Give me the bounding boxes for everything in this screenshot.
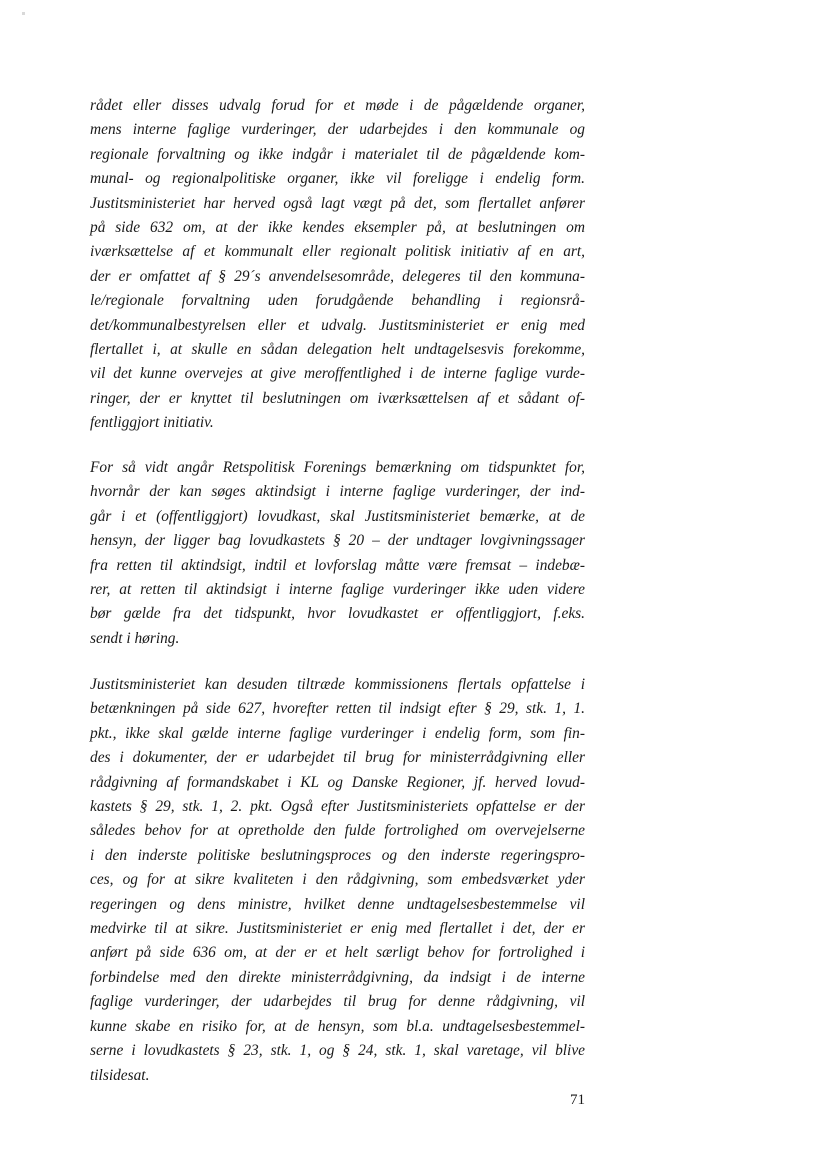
text-line: rer, at retten til aktindsigt i interne faglige vurderinger ikke uden videre: [90, 581, 585, 599]
text-line: rådgivning af formandskabet i KL og Danske Regioner, jf. herved lovud-: [90, 773, 585, 791]
text-line: iværksættelse af et kommunalt eller regionalt politisk initiativ af en art,: [90, 243, 585, 261]
text-line: flertallet i, at skulle en sådan delegation helt undtagelsesvis forekomme,: [90, 341, 585, 359]
text-line: kastets § 29, stk. 1, 2. pkt. Også efter Justitsministeriets opfattelse er der: [90, 798, 585, 816]
text-line: fra retten til aktindsigt, indtil et lovforslag måtte være fremsat – indebæ-: [90, 556, 585, 574]
text-line: regeringen og dens ministre, hvilket denne undtagelsesbestemmelse vil: [90, 895, 585, 913]
text-line: For så vidt angår Retspolitisk Forenings bemærkning om tidspunktet for,: [90, 459, 585, 476]
text-line: regionale forvaltning og ikke indgår i materialet til de pågældende kom-: [90, 145, 585, 163]
text-line: det/kommunalbestyrelsen eller et udvalg. Justitsministeriet er enig med: [90, 316, 585, 334]
text-line: Justitsministeriet kan desuden tiltræde kommissionens flertals opfattelse i: [90, 676, 585, 693]
text-line: bør gælde fra det tidspunkt, hvor lovudkastet er offentliggjort, f.eks.: [90, 605, 585, 623]
text-line: rådet eller disses udvalg forud for et møde i de pågældende organer,: [90, 97, 585, 114]
text-line: hvornår der kan søges aktindsigt i interne faglige vurderinger, der ind-: [90, 483, 585, 501]
text-line: således behov for at opretholde den fulde fortrolighed om overvejelserne: [90, 822, 585, 840]
text-line: fentliggjort initiativ.: [90, 414, 214, 432]
text-line: anført på side 636 om, at der er et helt særligt behov for fortrolighed i: [90, 944, 585, 962]
text-line: går i et (offentliggjort) lovudkast, skal Justitsministeriet bemærke, at de: [90, 507, 585, 525]
text-line: le/regionale forvaltning uden forudgående behandling i regionsrå-: [90, 292, 585, 310]
text-line: medvirke til at sikre. Justitsministeriet er enig med flertallet i det, der er: [90, 920, 585, 938]
text-line: sendt i høring.: [90, 629, 180, 647]
page-number: 71: [570, 1092, 585, 1108]
text-line: pkt., ikke skal gælde interne faglige vurderinger i endelig form, som fin-: [90, 724, 585, 742]
paragraph-1: [90, 94, 585, 436]
text-line: betænkningen på side 627, hvorefter retten til indsigt efter § 29, stk. 1, 1.: [90, 700, 585, 718]
text-line: faglige vurderinger, der udarbejdes til brug for denne rådgivning, vil: [90, 993, 585, 1011]
text-line: mens interne faglige vurderinger, der udarbejdes i den kommunale og: [90, 121, 585, 139]
text-line: der er omfattet af § 29´s anvendelsesområde, delegeres til den kommuna-: [90, 267, 585, 285]
text-line: vil det kunne overvejes at give meroffentlighed i de interne faglige vurde-: [90, 365, 585, 383]
text-line: forbindelse med den direkte ministerrådgivning, da indsigt i de interne: [90, 968, 585, 986]
paragraph-3: [90, 673, 585, 1088]
text-line: hensyn, der ligger bag lovudkastets § 20 – der undtager lovgivningssager: [90, 532, 585, 550]
text-line: ces, og for at sikre kvaliteten i den rådgivning, som embedsværket yder: [90, 871, 585, 889]
text-line: Justitsministeriet har herved også lagt vægt på det, som flertallet anfører: [90, 194, 585, 212]
text-line: ringer, der er knyttet til beslutningen om iværksættelsen af et sådant of-: [90, 389, 585, 407]
text-line: på side 632 om, at der ikke kendes eksempler på, at beslutningen om: [90, 219, 585, 237]
text-line: munal- og regionalpolitiske organer, ikke vil foreligge i endelig form.: [90, 170, 585, 188]
scan-artifact: [22, 12, 25, 15]
text-line: des i dokumenter, der er udarbejdet til brug for ministerrådgivning eller: [90, 749, 585, 767]
paragraph-2: [90, 456, 585, 651]
text-line: serne i lovudkastets § 23, stk. 1, og § 24, stk. 1, skal varetage, vil blive: [90, 1042, 585, 1060]
text-line: i den inderste politiske beslutningsproces og den inderste regeringspro-: [90, 846, 585, 864]
text-line: kunne skabe en risiko for, at de hensyn, som bl.a. undtagelsesbestemmel-: [90, 1017, 585, 1035]
text-line: tilsidesat.: [90, 1066, 150, 1084]
